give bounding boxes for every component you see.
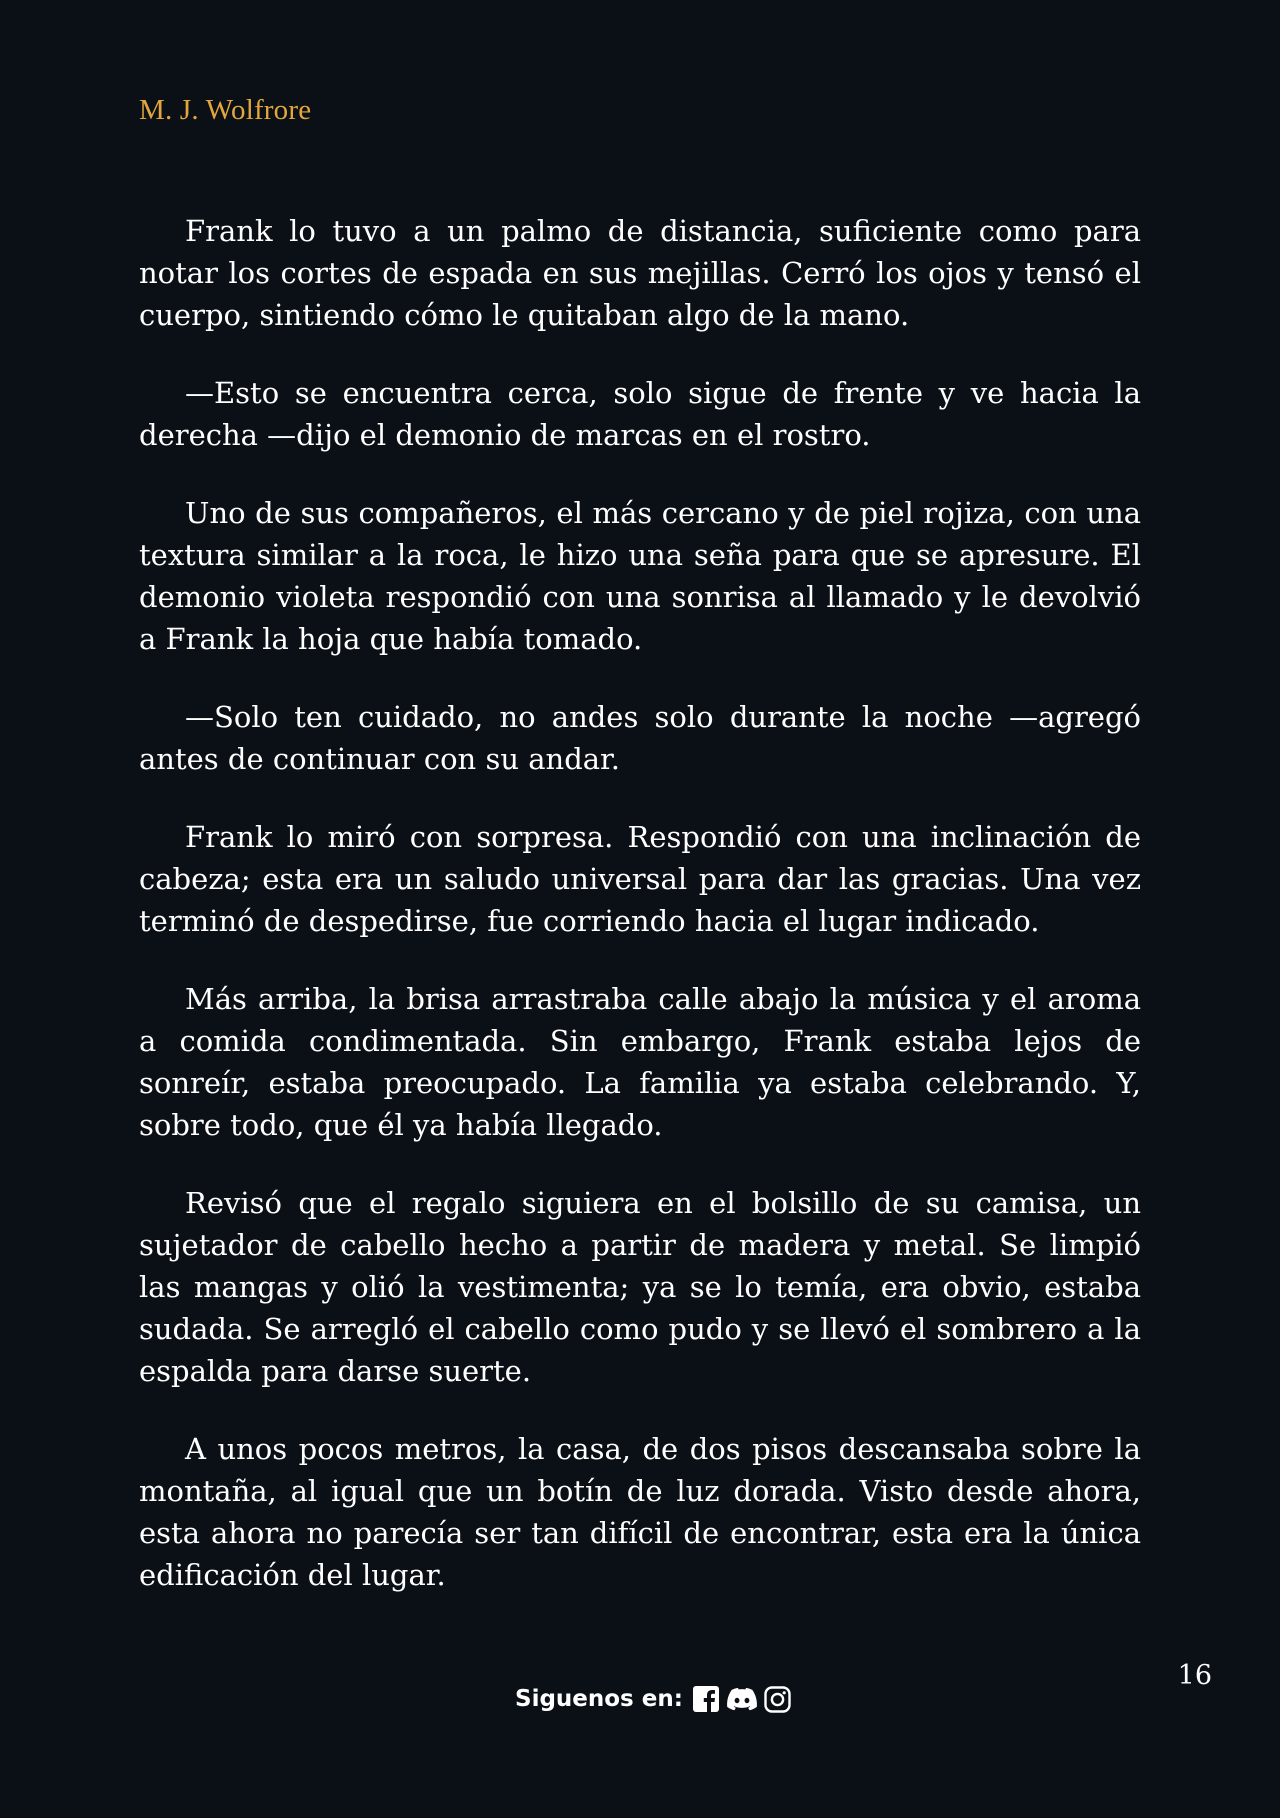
paragraph: Uno de sus compañeros, el más cercano y de piel rojiza, con una textura similar a la roca, le hizo una seña para que se apresure. El demonio violeta respondió con una sonrisa al llamado y le devolvió a Frank la hoja que había tomado. <box>139 496 1141 656</box>
social-label: Siguenos en: <box>515 1686 683 1712</box>
paragraph: Más arriba, la brisa arrastraba calle abajo la música y el aroma a comida condimentada. Sin embargo, Frank estaba lejos de sonreír, estaba preocupado. La familia ya estaba celebrando. Y, sobre todo, que él ya había llegado. <box>139 982 1141 1142</box>
paragraph: A unos pocos metros, la casa, de dos pisos descansaba sobre la montaña, al igual que un botín de luz dorada. Visto desde ahora, esta ahora no parecía ser tan difícil de encontrar, esta era la única edificación del lugar. <box>139 1432 1141 1592</box>
paragraph: Revisó que el regalo siguiera en el bolsillo de su camisa, un sujetador de cabello hecho a partir de madera y metal. Se limpió las mangas y olió la vestimenta; ya se lo temía, era obvio, estaba sudada. Se arregló el cabello como pudo y se llevó el sombrero a la espalda para darse suerte. <box>139 1186 1141 1388</box>
author-name: M. J. Wolfrore <box>139 94 312 126</box>
page-number: 16 <box>1177 1660 1212 1691</box>
paragraph: Frank lo tuvo a un palmo de distancia, suficiente como para notar los cortes de espada en sus mejillas. Cerró los ojos y tensó el cuerpo, sintiendo cómo le quitaban algo de la mano. <box>139 214 1141 332</box>
social-links <box>515 1681 793 1717</box>
paragraph: —Esto se encuentra cerca, solo sigue de frente y ve hacia la derecha —dijo el demonio de marcas en el rostro. <box>139 376 1141 452</box>
instagram-icon[interactable] <box>763 1684 793 1714</box>
facebook-icon[interactable] <box>691 1684 721 1714</box>
paragraph: —Solo ten cuidado, no andes solo durante la noche —agregó antes de continuar con su andar. <box>139 700 1141 776</box>
discord-icon[interactable] <box>727 1684 757 1714</box>
chapter-text <box>139 210 1141 1632</box>
paragraph: Frank lo miró con sorpresa. Respondió con una inclinación de cabeza; esta era un saludo universal para dar las gracias. Una vez terminó de despedirse, fue corriendo hacia el lugar indicado. <box>139 820 1141 938</box>
